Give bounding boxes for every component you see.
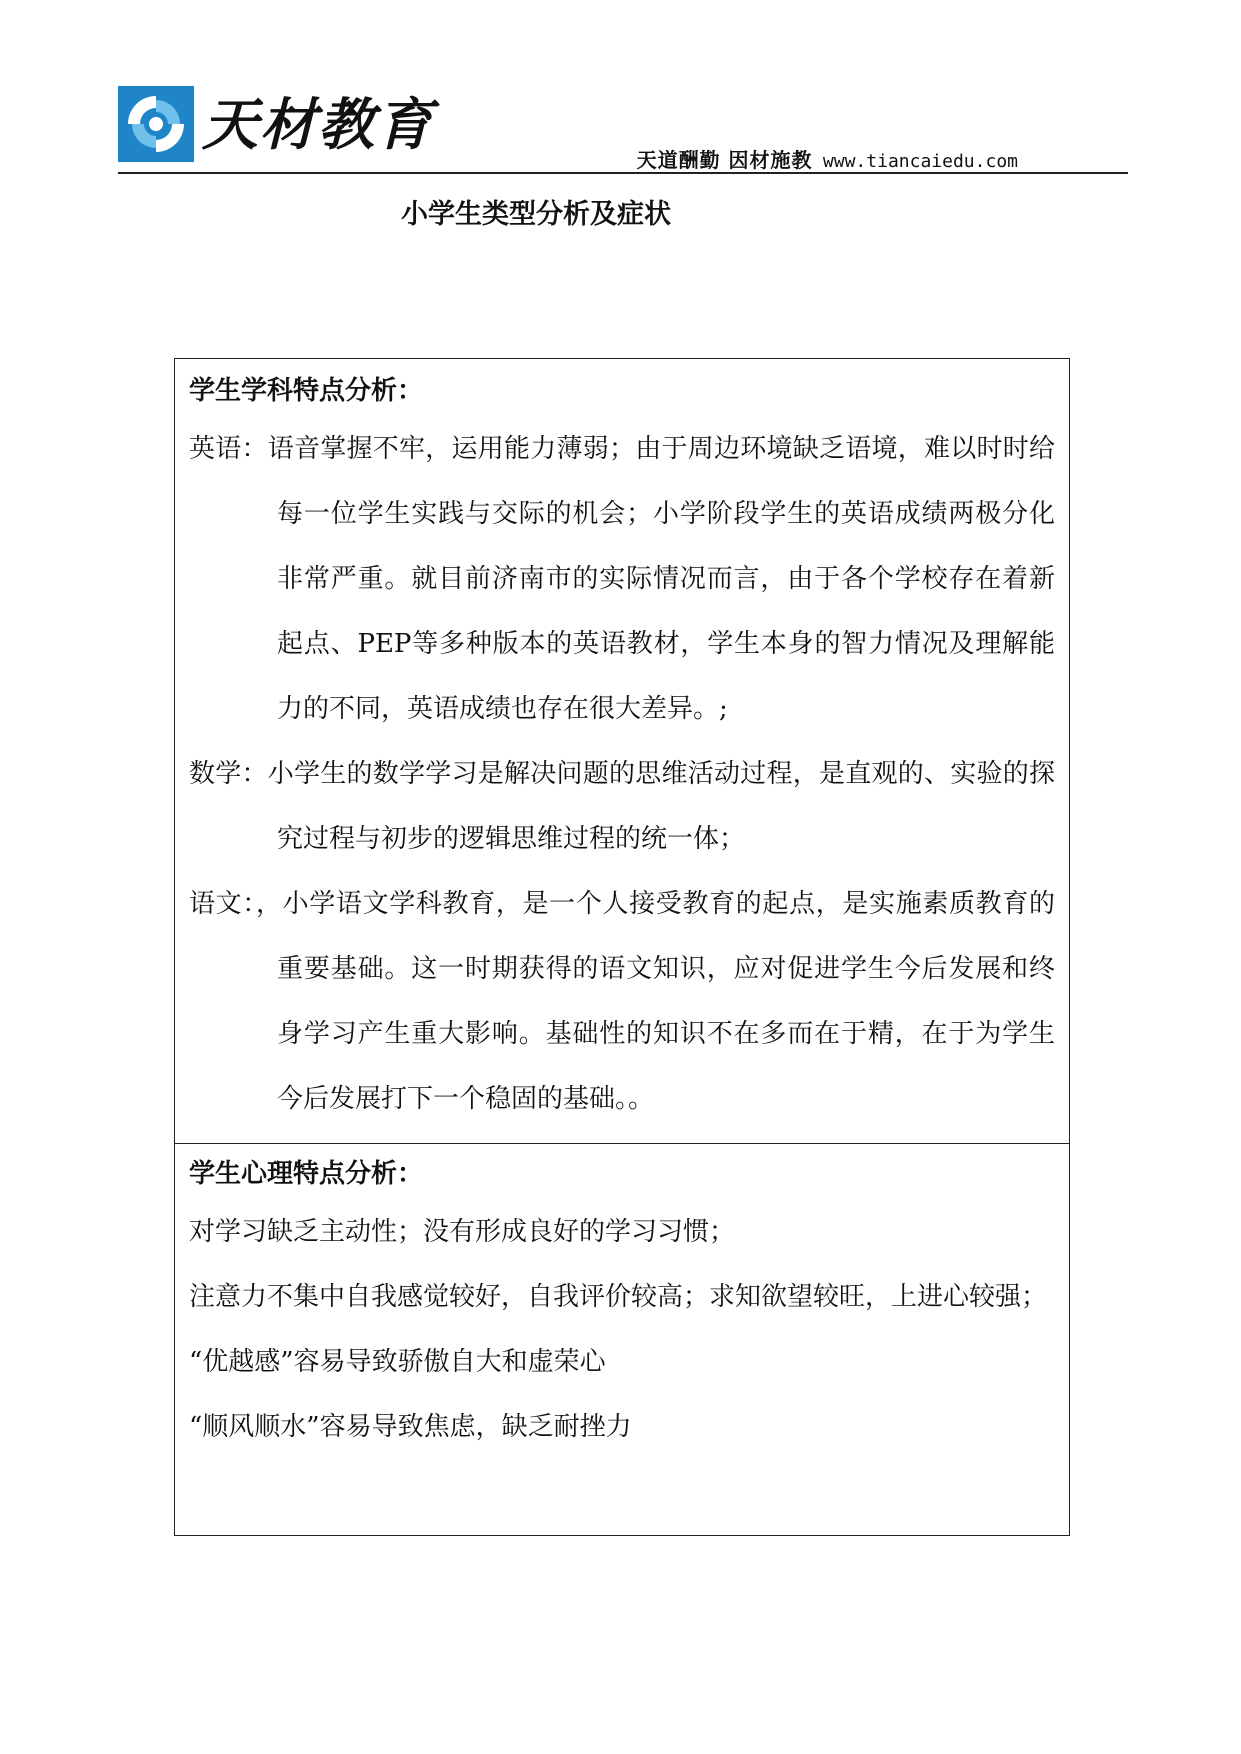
slogan-text: 天道酬勤 因材施教	[636, 148, 813, 172]
subject-analysis-heading: 学生学科特点分析：	[189, 376, 424, 406]
english-paragraph: 英语：语音掌握不牢，运用能力薄弱；由于周边环境缺乏语境，难以时时给每一位学生实践与交际的机会；小学阶段学生的英语成绩两极分化非常严重。就目前济南市的实际情况而言，由于各个学校存在着新起点、PEP等多种版本的英语教材，学生本身的智力情况及理解能力的不同，英语成绩也存在很大差异。;	[189, 434, 1055, 724]
page-header	[118, 86, 1128, 176]
logo-wordmark: 天材教育	[202, 93, 434, 158]
math-paragraph: 数学：小学生的数学学习是解决问题的思维活动过程，是直观的、实验的探究过程与初步的逻辑思维过程的统一体；	[189, 759, 1055, 854]
document-title: 小学生类型分析及症状	[401, 199, 671, 230]
header-divider	[118, 172, 1128, 174]
subject-analysis-cell	[175, 359, 1069, 1143]
chinese-paragraph: 语文：，小学语文学科教育，是一个人接受教育的起点，是实施素质教育的重要基础。这一时期获得的语文知识，应对促进学生今后发展和终身学习产生重大影响。基础性的知识不在多而在于精，在于为学生今后发展打下一个稳固的基础。。	[189, 889, 1055, 1114]
analysis-table	[174, 358, 1070, 1536]
psych-analysis-cell	[175, 1143, 1069, 1535]
psych-line: 对学习缺乏主动性；没有形成良好的学习习惯；	[189, 1217, 736, 1247]
psych-line: “顺风顺水”容易导致焦虑，缺乏耐挫力	[189, 1412, 632, 1442]
site-url[interactable]: www.tiancaiedu.com	[822, 151, 1018, 172]
header-slogan	[637, 144, 1018, 173]
psych-line: 注意力不集中自我感觉较好，自我评价较高；求知欲望较旺，上进心较强；	[189, 1282, 1048, 1312]
logo-icon	[118, 86, 194, 162]
psych-line: “优越感”容易导致骄傲自大和虚荣心	[189, 1347, 606, 1377]
psych-analysis-heading: 学生心理特点分析：	[189, 1159, 424, 1189]
